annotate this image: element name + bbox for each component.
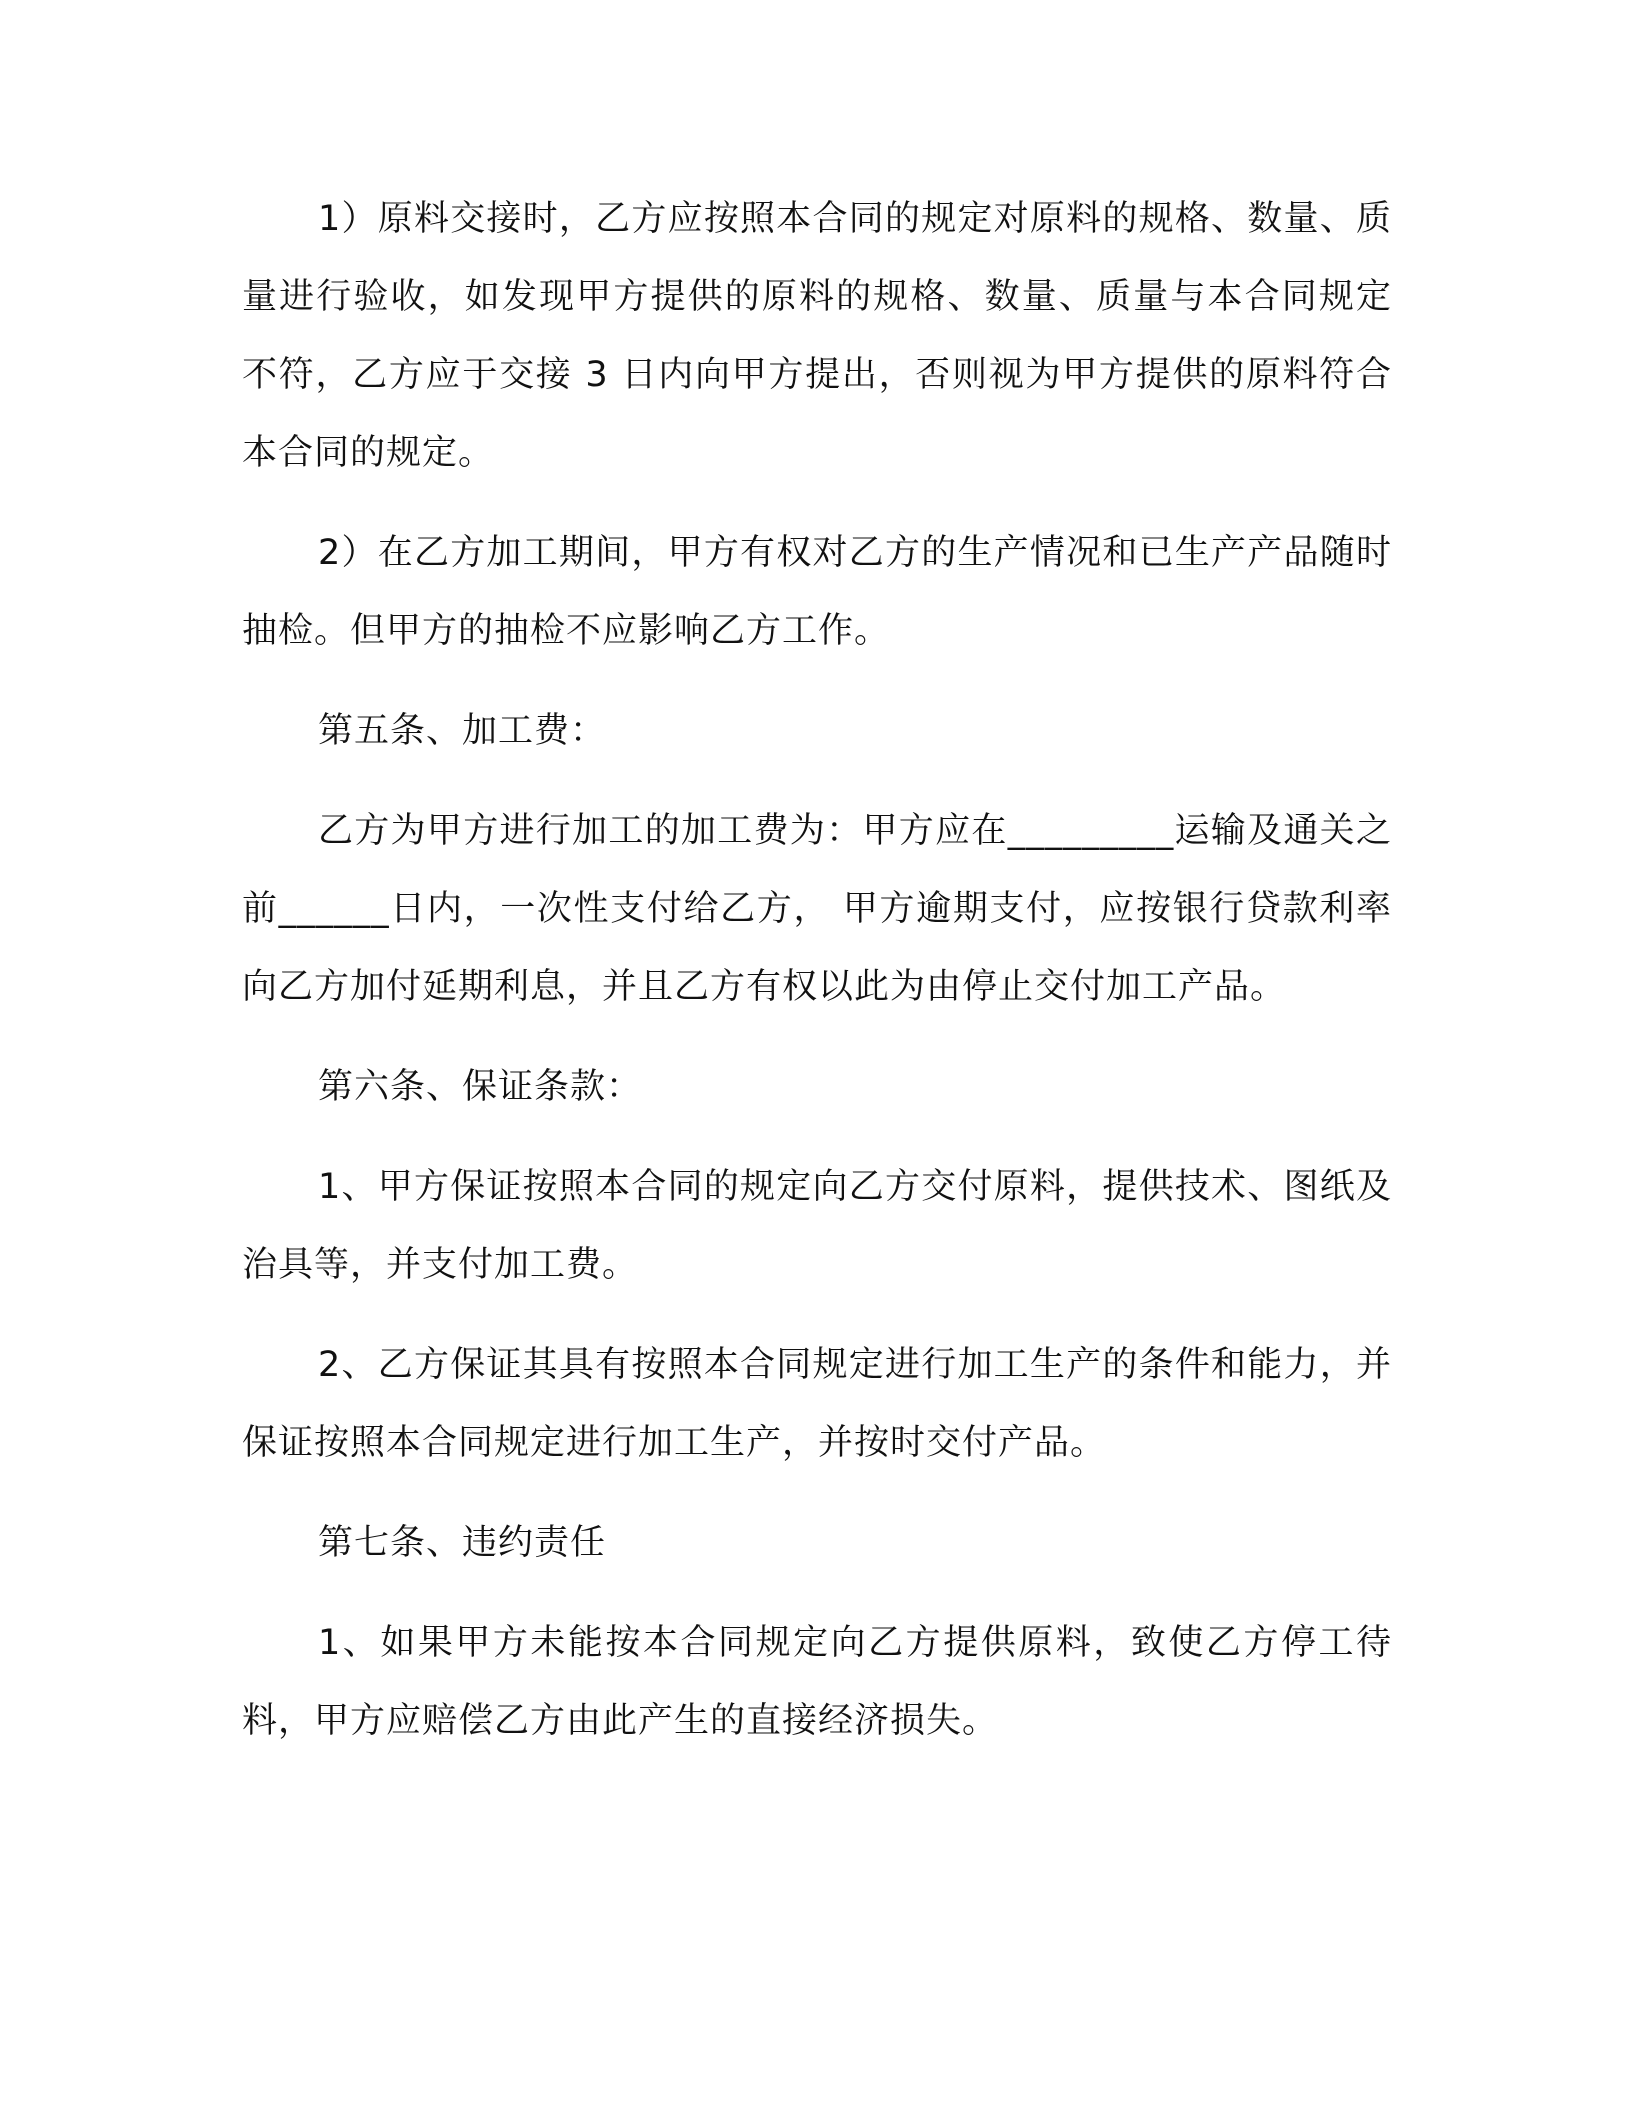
clause-item-1-material-handover: 1）原料交接时，乙方应按照本合同的规定对原料的规格、数量、质量进行验收，如发现甲方提供的原料的规格、数量、质量与本合同规定不符，乙方应于交接 3 日内向甲方提出，否则视为甲方提供的原料符合本合同的规定。 [242, 199, 1392, 473]
article-5-processing-fee: 乙方为甲方进行加工的加工费为：甲方应在_________运输及通关之前______日内，一次性支付给乙方， 甲方逾期支付，应按银行贷款利率向乙方加付延期利息，并且乙方有权以此为由停止交付加工产品。 [242, 811, 1392, 1007]
article-7-item-1: 1、如果甲方未能按本合同规定向乙方提供原料，致使乙方停工待料，甲方应赔偿乙方由此产生的直接经济损失。 [242, 1623, 1392, 1741]
document-body [242, 180, 1392, 1782]
clause-item-2-inspection: 2）在乙方加工期间，甲方有权对乙方的生产情况和已生产产品随时抽检。但甲方的抽检不应影响乙方工作。 [242, 533, 1392, 651]
article-6-heading: 第六条、保证条款： [318, 1067, 643, 1107]
article-5-heading: 第五条、加工费： [318, 711, 607, 751]
article-6-item-1: 1、甲方保证按照本合同的规定向乙方交付原料，提供技术、图纸及治具等，并支付加工费。 [242, 1167, 1392, 1285]
article-6-item-2: 2、乙方保证其具有按照本合同规定进行加工生产的条件和能力，并保证按照本合同规定进行加工生产，并按时交付产品。 [242, 1345, 1392, 1463]
article-7-heading: 第七条、违约责任 [318, 1523, 607, 1563]
